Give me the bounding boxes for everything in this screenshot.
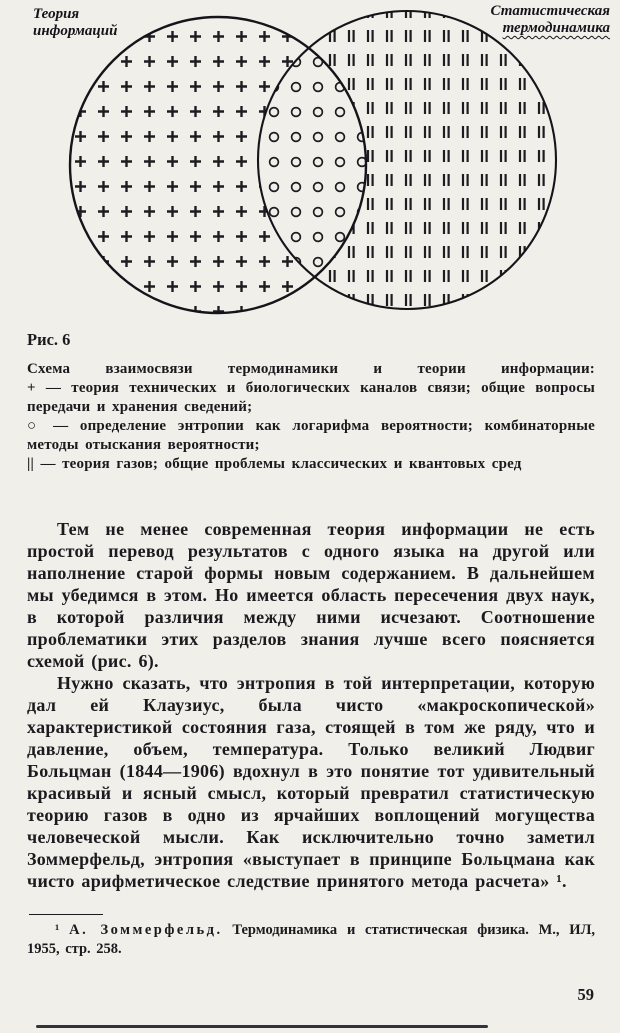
circle-symbol: ○ (27, 418, 42, 434)
body-text (27, 518, 595, 892)
right-set-label (490, 3, 610, 37)
caption-item-circle (27, 417, 595, 455)
right-set-label-line1: Статистическая (490, 3, 610, 19)
footnote-marker: ¹ (55, 922, 60, 938)
caption-item-bars-text: — теория газов; общие проблемы классических и квантовых сред (40, 456, 522, 472)
footnote-rule (29, 914, 103, 915)
caption-item-plus-text: — теория технических и биологических каналов связи; общие вопросы передачи и хранения сведений; (27, 380, 596, 415)
caption-item-plus (27, 379, 595, 417)
caption-intro: Схема взаимосвязи термодинамики и теории информации: (27, 361, 595, 377)
bars-symbol: || (27, 456, 35, 472)
venn-diagram (0, 0, 620, 326)
caption-item-circle-text: — определение энтропии как логарифма вероятности; комбинаторные методы отыскания вероятности; (27, 418, 595, 453)
left-set-label (33, 6, 117, 40)
body-paragraph-2: Нужно сказать, что энтропия в той интерпретации, которую дал ей Клаузиус, была чисто «макроскопической» характеристикой состояния газа, стоящей в том же ряду, что и давление, объем, температура. Только великий Людвиг Больцман (1844—1906) вдохнул в это понятие тот удивительный красивый и ясный смысл, который превратил статистическую теорию газов в одно из ярчайших воплощений могущества человеческой мысли. Как исключительно точно заметил Зоммерфельд, энтропия «выступает в принципе Больцмана как чисто арифметическое следствие принятого метода расчета» ¹. (27, 673, 595, 891)
footnote (27, 914, 595, 958)
figure-caption (27, 360, 595, 474)
footnote-body: Термодинамика и статистическая физика. М., ИЛ, 1955, стр. 258. (27, 922, 595, 957)
footnote-text (27, 921, 595, 958)
left-set-label-line2: информаций (33, 23, 118, 39)
plus-symbol: + (27, 380, 36, 396)
caption-item-bars (27, 455, 595, 474)
footnote-author: А. Зоммерфельд. (69, 922, 223, 938)
body-paragraph-1: Тем не менее современная теория информации не есть простой перевод результатов с одного языка на другой или наполнение старой формы новым содержанием. В дальнейшем мы убедимся в этом. Но имеется область пересечения двух наук, в которой различия между ними исчезают. Соотношение проблематики этих разделов знания лучше всего поясняется схемой (рис. 6). (27, 519, 595, 671)
figure-title: Рис. 6 (27, 330, 71, 349)
page-bottom-scan-line (36, 1025, 488, 1028)
left-set-label-line1: Теория (33, 6, 80, 22)
right-set-label-line2: термодинамика (502, 20, 610, 36)
page-number: 59 (577, 985, 594, 1004)
venn-figure (0, 0, 620, 326)
